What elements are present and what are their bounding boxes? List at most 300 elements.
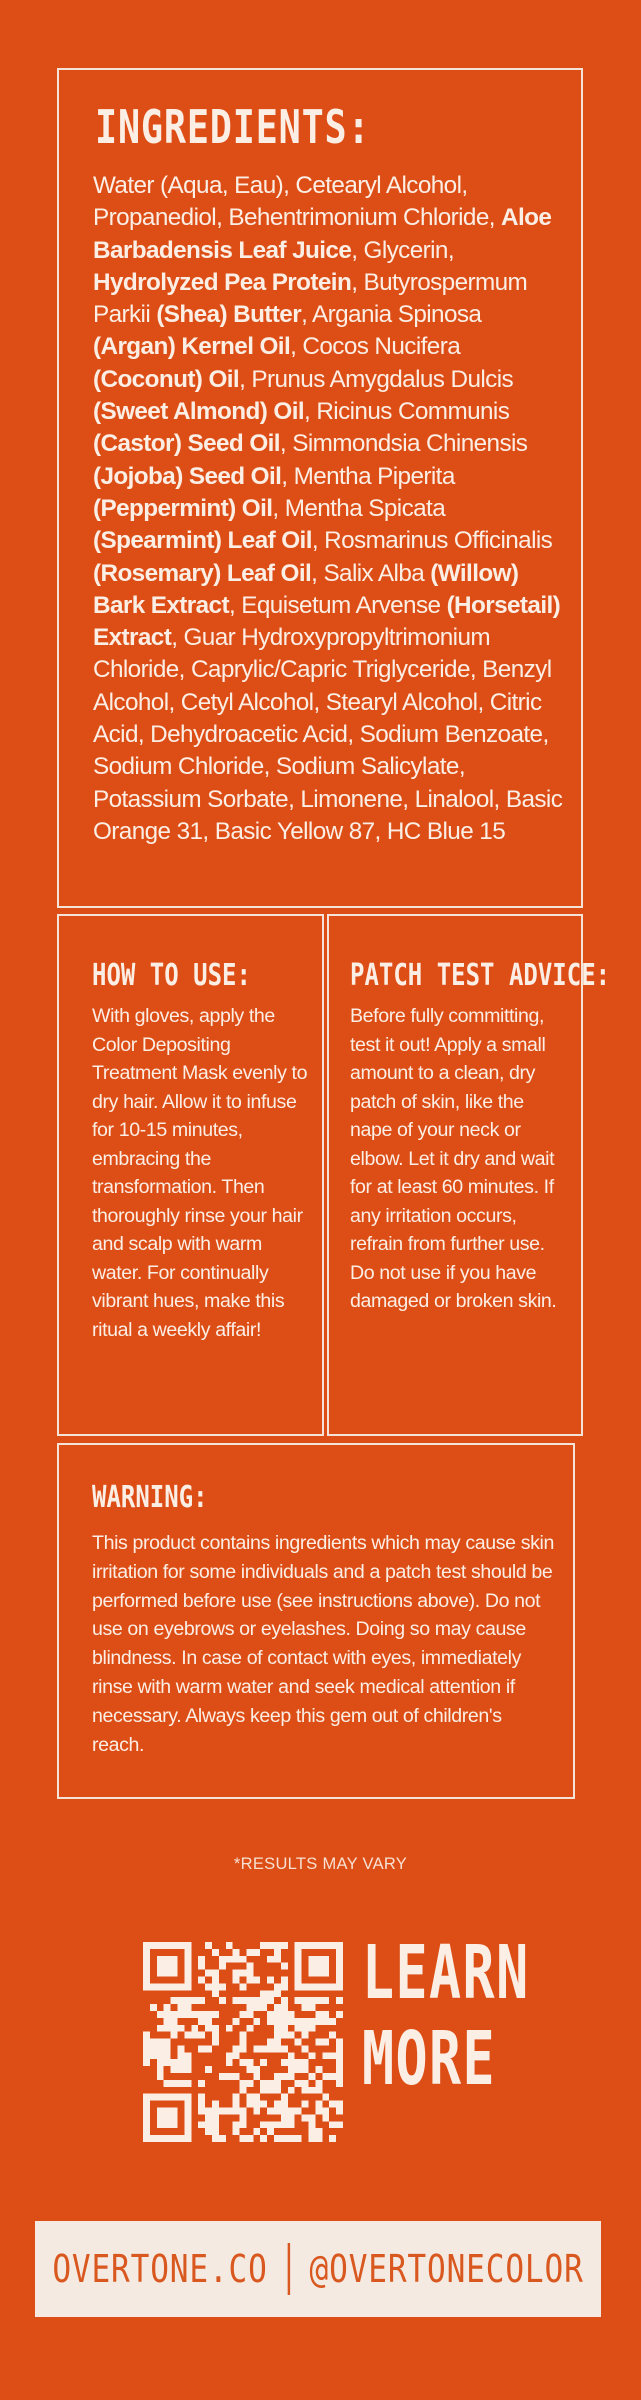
qr-module [267,1997,274,2004]
how-to-use-text: With gloves, apply the Color Depositing Treatment Mask evenly to dry hair. Allow it to infuse for 10-15 minutes, embracing the transformation. Then thoroughly rinse your hair and scalp with warm water. For continually vibrant hues, make this ritual a weekly affair! [92,1005,308,1341]
qr-module [171,2025,178,2032]
qr-module [315,2135,322,2142]
qr-module [253,2101,260,2108]
qr-module [336,2108,343,2115]
qr-module [260,1990,267,1997]
qr-module [205,2018,212,2025]
ingredient-text: , Prunus Amygdalus Dulcis [239,365,514,393]
qr-module [329,2073,336,2080]
qr-module [157,2073,164,2080]
qr-module [212,2121,219,2128]
qr-module [309,2025,316,2032]
ingredient-text: , Mentha Piperita [281,462,455,490]
qr-module [198,1956,205,1963]
qr-module [205,2114,212,2121]
qr-module [336,1942,343,1949]
patch-test-heading: PATCH TEST ADVICE: [350,958,611,993]
qr-module [274,1983,281,1990]
qr-module [150,2094,157,2101]
qr-module [184,1956,191,1963]
qr-module [198,2080,205,2087]
qr-module [281,2121,288,2128]
ingredient-highlight: Hydrolyzed Pea Protein [93,268,352,296]
qr-module [322,2011,329,2018]
ingredient-highlight: (Shea) Butter [156,301,302,329]
qr-module [260,2059,267,2066]
qr-module [191,2032,198,2039]
qr-module [184,2066,191,2073]
qr-module [143,2101,150,2108]
qr-module [184,1963,191,1970]
qr-module [184,1942,191,1949]
qr-module [191,2025,198,2032]
qr-module [309,2004,316,2011]
qr-module [233,1997,240,2004]
qr-module [281,2018,288,2025]
qr-module [219,1997,226,2004]
qr-module [302,1942,309,1949]
qr-module [184,2135,191,2142]
qr-module [164,2004,171,2011]
qr-module [336,1949,343,1956]
qr-module [260,2121,267,2128]
qr-module [157,1970,164,1977]
qr-module [295,1983,302,1990]
qr-module [274,2011,281,2018]
qr-module [253,2108,260,2115]
qr-module [233,1949,240,1956]
qr-module [274,2004,281,2011]
qr-module [253,2045,260,2052]
qr-module [267,1956,274,1963]
qr-module [177,1942,184,1949]
qr-module [205,2121,212,2128]
qr-module [198,2094,205,2101]
qr-module [226,2052,233,2059]
qr-module [171,2135,178,2142]
qr-module [288,2018,295,2025]
qr-module [267,2128,274,2135]
qr-module [184,2114,191,2121]
website-link[interactable]: OVERTONE.CO [52,2247,268,2291]
qr-module [267,1976,274,1983]
qr-module [143,1956,150,1963]
qr-module [288,2114,295,2121]
qr-module [150,2052,157,2059]
qr-module [240,1983,247,1990]
qr-module [309,2018,316,2025]
qr-module [198,2011,205,2018]
qr-module [233,1956,240,1963]
qr-module [143,2045,150,2052]
qr-module [329,2052,336,2059]
qr-module [157,1983,164,1990]
qr-module [302,2101,309,2108]
qr-module [205,2108,212,2115]
qr-module [336,2101,343,2108]
learn-more-line1: LEARN [362,1930,530,2016]
ingredient-highlight: (Castor) Seed Oil [93,430,280,458]
qr-module [184,1976,191,1983]
qr-module [233,2121,240,2128]
qr-code-icon[interactable] [143,1942,343,2142]
qr-module [315,2128,322,2135]
ingredient-text: , Butyrospermum Parkii [93,268,528,329]
ingredient-text: , Salix Alba [311,559,431,587]
qr-module [260,2080,267,2087]
qr-module [143,2039,150,2046]
qr-module [212,1990,219,1997]
qr-module [171,1970,178,1977]
qr-module [240,2121,247,2128]
qr-module [267,1942,274,1949]
qr-module [295,2066,302,2073]
qr-module [302,2025,309,2032]
qr-module [157,2011,164,2018]
qr-module [184,2032,191,2039]
qr-module [226,2059,233,2066]
qr-module [309,1983,316,1990]
qr-module [309,2114,316,2121]
qr-module [143,1983,150,1990]
qr-module [315,2087,322,2094]
qr-module [198,2018,205,2025]
qr-module [226,1956,233,1963]
qr-module [274,2025,281,2032]
qr-module [164,1956,171,1963]
qr-module [184,2094,191,2101]
qr-module [336,2073,343,2080]
qr-module [164,2018,171,2025]
qr-module [212,2114,219,2121]
qr-module [150,1942,157,1949]
qr-module [246,2094,253,2101]
qr-module [246,1976,253,1983]
qr-module [315,2018,322,2025]
qr-module [274,2135,281,2142]
ingredients-panel [57,68,583,908]
qr-module [267,2080,274,2087]
qr-module [267,2087,274,2094]
qr-module [240,2039,247,2046]
qr-module [177,2011,184,2018]
qr-module [150,2004,157,2011]
qr-module [302,1983,309,1990]
qr-module [253,1976,260,1983]
ingredient-highlight: (Peppermint) Oil [93,494,273,522]
qr-module [184,2101,191,2108]
qr-module [212,2039,219,2046]
ingredient-highlight: (Jojoba) Seed Oil [93,462,282,490]
qr-module [253,2073,260,2080]
qr-module [240,2080,247,2087]
qr-module [150,2135,157,2142]
qr-module [171,2059,178,2066]
qr-module [157,2039,164,2046]
qr-module [240,2135,247,2142]
qr-module [198,1963,205,1970]
qr-module [288,2059,295,2066]
qr-module [226,1942,233,1949]
qr-module [143,1976,150,1983]
qr-module [274,1990,281,1997]
qr-module [219,2135,226,2142]
qr-module [184,2108,191,2115]
footer-divider [287,2243,289,2295]
qr-module [322,1970,329,1977]
qr-module [288,2108,295,2115]
ingredient-highlight: (Sweet Almond) Oil [93,398,305,426]
qr-module [212,2108,219,2115]
qr-module [240,1956,247,1963]
qr-module [274,2087,281,2094]
qr-module [336,1963,343,1970]
qr-module [177,2004,184,2011]
qr-module [253,1949,260,1956]
qr-module [164,2108,171,2115]
qr-module [315,2066,322,2073]
qr-module [260,2101,267,2108]
qr-module [171,2018,178,2025]
qr-module [336,1983,343,1990]
qr-module [267,2045,274,2052]
qr-module [322,1956,329,1963]
qr-module [205,2011,212,2018]
qr-module [315,1997,322,2004]
qr-module [212,2011,219,2018]
qr-module [143,1963,150,1970]
qr-module [164,2059,171,2066]
qr-module [274,1942,281,1949]
qr-module [288,2011,295,2018]
qr-module [246,2059,253,2066]
qr-module [274,2045,281,2052]
qr-module [302,2032,309,2039]
qr-module [157,2121,164,2128]
qr-module [295,1963,302,1970]
ingredient-highlight: Aloe Barbadensis Leaf Juice [93,204,552,264]
qr-module [240,2045,247,2052]
qr-module [184,2080,191,2087]
qr-module [322,2039,329,2046]
how-to-use-panel [57,914,324,1436]
qr-module [226,2108,233,2115]
qr-module [274,2039,281,2046]
qr-module [143,2114,150,2121]
qr-module [246,2101,253,2108]
qr-module [205,2045,212,2052]
ingredient-text: , Equisetum Arvense [228,591,447,619]
qr-module [171,1963,178,1970]
qr-module [157,2045,164,2052]
qr-module [281,2025,288,2032]
ingredient-text: , Argania Spinosa [301,301,482,329]
qr-module [171,2066,178,2073]
qr-module [315,1956,322,1963]
ingredient-text: , Cocos Nucifera [290,333,461,361]
qr-module [240,2011,247,2018]
qr-module [191,1997,198,2004]
qr-module [288,2052,295,2059]
qr-module [322,2094,329,2101]
qr-module [260,1942,267,1949]
qr-module [233,2073,240,2080]
qr-module [246,2080,253,2087]
qr-module [157,2025,164,2032]
qr-module [164,2011,171,2018]
qr-module [157,2059,164,2066]
qr-module [177,2059,184,2066]
qr-module [177,2094,184,2101]
qr-module [219,2108,226,2115]
qr-module [157,1942,164,1949]
qr-module [212,2025,219,2032]
qr-module [157,2108,164,2115]
qr-module [184,2011,191,2018]
ingredient-text: Water (Aqua, Eau), Cetearyl Alcohol, Propanediol, Behentrimonium Chloride, [93,172,502,232]
qr-module [281,2011,288,2018]
qr-module [315,2011,322,2018]
qr-module [177,2135,184,2142]
qr-module [295,1970,302,1977]
ingredient-text: , Simmondsia Chinensis [279,430,528,458]
qr-module [164,2045,171,2052]
qr-module [171,1997,178,2004]
qr-module [267,2011,274,2018]
qr-module [184,2121,191,2128]
qr-module [157,1963,164,1970]
qr-module [191,2011,198,2018]
qr-module [177,1997,184,2004]
qr-module [336,1997,343,2004]
qr-module [336,1976,343,1983]
qr-module [288,2135,295,2142]
qr-module [315,1970,322,1977]
qr-module [267,2039,274,2046]
qr-module [329,2135,336,2142]
qr-module [336,2045,343,2052]
qr-module [260,1997,267,2004]
qr-module [315,2039,322,2046]
qr-module [315,1963,322,1970]
qr-module [336,2039,343,2046]
qr-module [274,2018,281,2025]
qr-module [198,2101,205,2108]
qr-module [164,1963,171,1970]
qr-module [322,2073,329,2080]
ingredient-highlight: (Coconut) Oil [93,365,240,393]
patch-test-panel [327,914,611,1436]
qr-module [157,2066,164,2073]
qr-module [253,2004,260,2011]
qr-module [246,2011,253,2018]
qr-module [315,1983,322,1990]
qr-module [205,1983,212,1990]
qr-module [233,1970,240,1977]
qr-module [274,1956,281,1963]
qr-module [322,2018,329,2025]
qr-module [329,1983,336,1990]
qr-module [157,2114,164,2121]
qr-module [302,1997,309,2004]
ingredient-highlight: (Willow) Bark Extract [93,559,519,619]
qr-module [309,1942,316,1949]
qr-module [302,2059,309,2066]
qr-module [212,1970,219,1977]
qr-module [240,2108,247,2115]
qr-module [205,2025,212,2032]
qr-module [288,2121,295,2128]
qr-module [246,1970,253,1977]
qr-module [281,1976,288,1983]
qr-module [171,2108,178,2115]
qr-module [171,2094,178,2101]
qr-module [246,2066,253,2073]
qr-module [295,2135,302,2142]
qr-module [205,2128,212,2135]
qr-module [198,2108,205,2115]
qr-module [281,2101,288,2108]
qr-module [198,2032,205,2039]
qr-module [336,2059,343,2066]
ingredient-text: , Mentha Spicata [272,494,446,522]
social-handle-link[interactable]: @OVERTONECOLOR [309,2247,584,2291]
qr-module [177,1983,184,1990]
qr-module [240,1970,247,1977]
qr-module [253,2128,260,2135]
qr-module [240,2114,247,2121]
qr-module [281,2032,288,2039]
qr-module [171,2032,178,2039]
qr-module [177,2080,184,2087]
qr-module [240,2087,247,2094]
qr-module [336,2011,343,2018]
qr-module [233,2101,240,2108]
qr-module [184,1997,191,2004]
qr-module [164,2121,171,2128]
qr-module [302,2087,309,2094]
qr-module [274,2101,281,2108]
ingredient-highlight: (Horsetail) Extract [93,591,561,652]
warning-panel [57,1443,575,1799]
qr-module [143,2128,150,2135]
qr-module [205,1942,212,1949]
qr-module [205,1970,212,1977]
qr-module [267,2108,274,2115]
qr-module [164,2052,171,2059]
qr-module [302,2004,309,2011]
qr-module [267,1990,274,1997]
qr-module [288,2087,295,2094]
qr-module [253,2094,260,2101]
qr-module [212,2101,219,2108]
qr-module [281,2073,288,2080]
qr-module [281,1983,288,1990]
patch-test-text: Before fully committing, test it out! Apply a small amount to a clean, dry patch of skin, like the nape of your neck or elbow. Let it dry and wait for at least 60 minutes. If any irritation occurs, refrain from further use. Do not use if you have damaged or broken skin. [350,1005,557,1312]
qr-module [171,1983,178,1990]
qr-module [288,2032,295,2039]
qr-module [233,2045,240,2052]
qr-module [295,2039,302,2046]
qr-module [253,1997,260,2004]
qr-module [184,2004,191,2011]
qr-module [246,2025,253,2032]
qr-module [281,2114,288,2121]
qr-module [315,2101,322,2108]
qr-module [184,1983,191,1990]
qr-module [171,2011,178,2018]
qr-module [240,2059,247,2066]
